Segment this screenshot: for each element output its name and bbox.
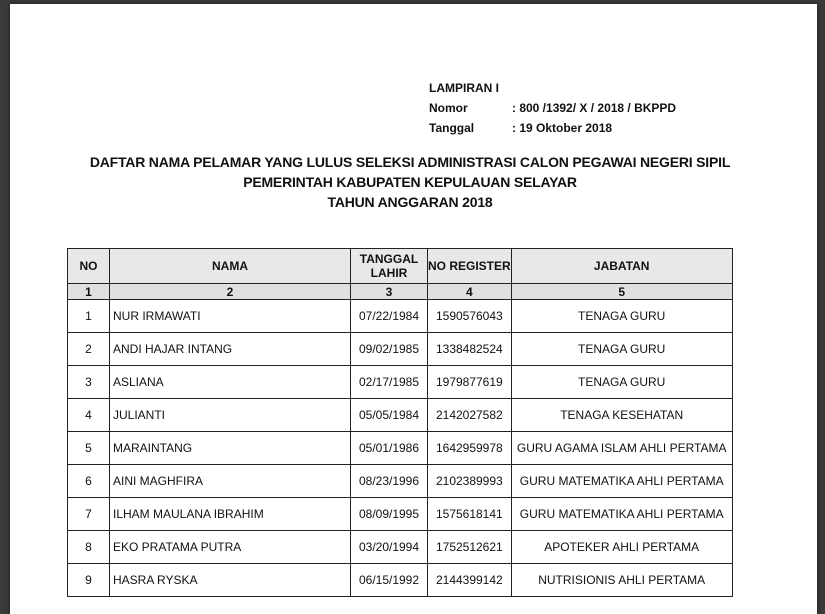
document-title-line3: TAHUN ANGGARAN 2018 xyxy=(327,194,493,210)
column-header-tanggal-lahir xyxy=(351,249,428,284)
nomor-label: Nomor xyxy=(429,101,468,115)
tanggal-value: : 19 Oktober 2018 xyxy=(512,121,613,135)
cell-tanggal-lahir: 08/23/1996 xyxy=(351,465,428,498)
table-row xyxy=(68,432,733,465)
table-row xyxy=(68,399,733,432)
cell-no-register: 1979877619 xyxy=(428,366,512,399)
cell-tanggal-lahir: 09/02/1985 xyxy=(351,333,428,366)
cell-jabatan: NUTRISIONIS AHLI PERTAMA xyxy=(511,564,732,597)
document-title-line2: PEMERINTAH KABUPATEN KEPULAUAN SELAYAR xyxy=(243,174,577,190)
cell-jabatan: GURU MATEMATIKA AHLI PERTAMA xyxy=(511,498,732,531)
cell-nama: ANDI HAJAR INTANG xyxy=(110,333,351,366)
table-row xyxy=(68,366,733,399)
column-number: 2 xyxy=(110,284,351,300)
letter-meta xyxy=(429,78,676,138)
column-header-nama: NAMA xyxy=(110,249,351,284)
lampiran-label: LAMPIRAN I xyxy=(429,81,499,95)
table-column-number-row xyxy=(68,284,733,300)
column-header-tanggal-lahir-text: TANGGAL LAHIR xyxy=(359,252,419,280)
cell-nama: ASLIANA xyxy=(110,366,351,399)
cell-tanggal-lahir: 06/15/1992 xyxy=(351,564,428,597)
document-title-line1: DAFTAR NAMA PELAMAR YANG LULUS SELEKSI ADMINISTRASI CALON PEGAWAI NEGERI SIPIL xyxy=(89,154,731,170)
table-row xyxy=(68,531,733,564)
cell-no: 6 xyxy=(68,465,110,498)
cell-tanggal-lahir: 02/17/1985 xyxy=(351,366,428,399)
cell-tanggal-lahir: 08/09/1995 xyxy=(351,498,428,531)
column-number: 4 xyxy=(428,284,512,300)
tanggal-label: Tanggal xyxy=(429,121,475,135)
table-header-row xyxy=(68,249,733,284)
table-row xyxy=(68,465,733,498)
cell-nama: AINI MAGHFIRA xyxy=(110,465,351,498)
cell-jabatan: TENAGA GURU xyxy=(511,300,732,333)
column-header-no: NO xyxy=(68,249,110,284)
cell-no: 9 xyxy=(68,564,110,597)
cell-no-register: 1575618141 xyxy=(428,498,512,531)
nomor-value: : 800 /1392/ X / 2018 / BKPPD xyxy=(512,101,677,115)
cell-nama: HASRA RYSKA xyxy=(110,564,351,597)
column-number: 1 xyxy=(68,284,110,300)
cell-jabatan: TENAGA GURU xyxy=(511,333,732,366)
cell-tanggal-lahir: 07/22/1984 xyxy=(351,300,428,333)
cell-no-register: 2142027582 xyxy=(428,399,512,432)
cell-nama: NUR IRMAWATI xyxy=(110,300,351,333)
cell-no-register: 2144399142 xyxy=(428,564,512,597)
cell-no: 8 xyxy=(68,531,110,564)
cell-jabatan: APOTEKER AHLI PERTAMA xyxy=(511,531,732,564)
table-row xyxy=(68,498,733,531)
cell-no-register: 1752512621 xyxy=(428,531,512,564)
cell-nama: JULIANTI xyxy=(110,399,351,432)
table-row xyxy=(68,564,733,597)
cell-tanggal-lahir: 05/05/1984 xyxy=(351,399,428,432)
cell-no: 7 xyxy=(68,498,110,531)
table-row xyxy=(68,300,733,333)
cell-jabatan: TENAGA KESEHATAN xyxy=(511,399,732,432)
column-header-jabatan: JABATAN xyxy=(511,249,732,284)
cell-no: 3 xyxy=(68,366,110,399)
cell-no-register: 1590576043 xyxy=(428,300,512,333)
cell-no: 5 xyxy=(68,432,110,465)
cell-no: 1 xyxy=(68,300,110,333)
cell-nama: MARAINTANG xyxy=(110,432,351,465)
cell-no-register: 2102389993 xyxy=(428,465,512,498)
column-number: 3 xyxy=(351,284,428,300)
column-header-no-register: NO REGISTER xyxy=(428,249,512,284)
column-number: 5 xyxy=(511,284,732,300)
cell-no-register: 1642959978 xyxy=(428,432,512,465)
cell-jabatan: GURU MATEMATIKA AHLI PERTAMA xyxy=(511,465,732,498)
cell-nama: ILHAM MAULANA IBRAHIM xyxy=(110,498,351,531)
cell-nama: EKO PRATAMA PUTRA xyxy=(110,531,351,564)
cell-jabatan: GURU AGAMA ISLAM AHLI PERTAMA xyxy=(511,432,732,465)
document-page xyxy=(10,4,817,614)
cell-no-register: 1338482524 xyxy=(428,333,512,366)
applicant-table xyxy=(67,248,733,597)
cell-jabatan: TENAGA GURU xyxy=(511,366,732,399)
table-row xyxy=(68,333,733,366)
cell-no: 4 xyxy=(68,399,110,432)
cell-tanggal-lahir: 05/01/1986 xyxy=(351,432,428,465)
cell-tanggal-lahir: 03/20/1994 xyxy=(351,531,428,564)
cell-no: 2 xyxy=(68,333,110,366)
